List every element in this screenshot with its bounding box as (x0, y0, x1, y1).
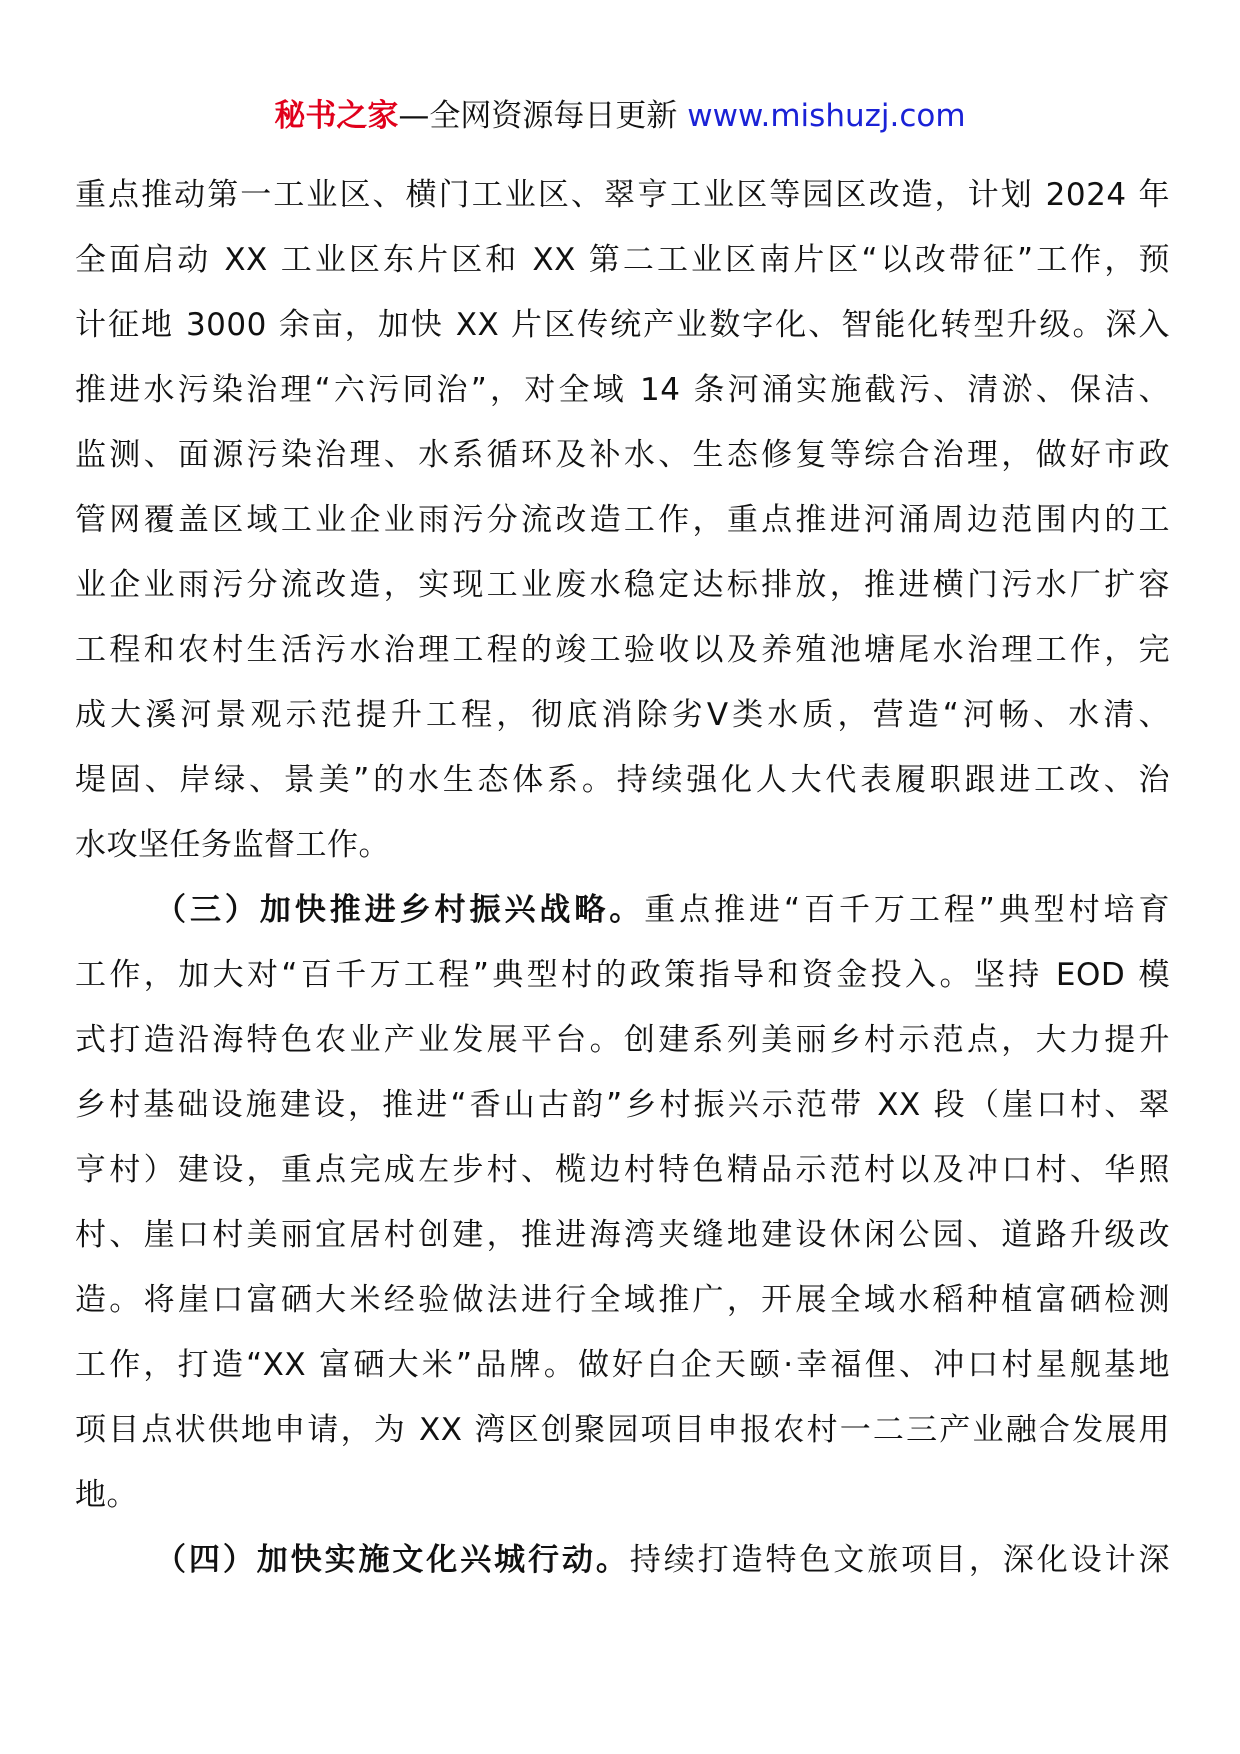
text-line: 推进水污染治理“六污同治”，对全域 14 条河涌实施截污、清淤、保洁、 (75, 372, 1170, 408)
document-body (75, 163, 1170, 1593)
section-four-heading: （四）加快实施文化兴城行动。 (155, 1542, 630, 1578)
section-three-lead: 重点推进“百千万工程”典型村培育 (644, 892, 1170, 928)
text-line: 式打造沿海特色农业产业发展平台。创建系列美丽乡村示范点，大力提升 (75, 1022, 1170, 1058)
header-tagline: —全网资源每日更新 (398, 98, 688, 134)
text-line: 项目点状供地申请，为 XX 湾区创聚园项目申报农村一二三产业融合发展用 (75, 1412, 1170, 1448)
text-line: 工程和农村生活污水治理工程的竣工验收以及养殖池塘尾水治理工作，完 (75, 632, 1170, 668)
page-header (0, 96, 1240, 136)
text-line: 工作，加大对“百千万工程”典型村的政策指导和资金投入。坚持 EOD 模 (75, 957, 1170, 993)
text-line: 乡村基础设施建设，推进“香山古韵”乡村振兴示范带 XX 段（崖口村、翠 (75, 1087, 1170, 1123)
text-line: 成大溪河景观示范提升工程，彻底消除劣Ⅴ类水质，营造“河畅、水清、 (75, 697, 1170, 733)
text-line: 监测、面源污染治理、水系循环及补水、生态修复等综合治理，做好市政 (75, 437, 1170, 473)
text-line: 重点推动第一工业区、横门工业区、翠亨工业区等园区改造，计划 2024 年 (75, 177, 1170, 213)
section-four-lead: 持续打造特色文旅项目，深化设计深 (629, 1542, 1171, 1578)
text-line: 全面启动 XX 工业区东片区和 XX 第二工业区南片区“以改带征”工作，预 (75, 242, 1170, 278)
text-line: 业企业雨污分流改造，实现工业废水稳定达标排放，推进横门污水厂扩容 (75, 567, 1170, 603)
brand-name: 秘书之家 (274, 98, 399, 134)
text-line: 村、崖口村美丽宜居村创建，推进海湾夹缝地建设休闲公园、道路升级改 (75, 1217, 1170, 1253)
section-three-first-line (75, 878, 1170, 943)
text-line: 地。 (75, 1477, 138, 1513)
section-three-heading: （三）加快推进乡村振兴战略。 (155, 892, 645, 928)
text-line: 亨村）建设，重点完成左步村、榄边村特色精品示范村以及冲口村、华照 (75, 1152, 1170, 1188)
text-line: 堤固、岸绿、景美”的水生态体系。持续强化人大代表履职跟进工改、治 (75, 762, 1170, 798)
text-line: 管网覆盖区域工业企业雨污分流改造工作，重点推进河涌周边范围内的工 (75, 502, 1170, 538)
text-line: 计征地 3000 余亩，加快 XX 片区传统产业数字化、智能化转型升级。深入 (75, 307, 1170, 343)
text-line: 造。将崖口富硒大米经验做法进行全域推广，开展全域水稻种植富硒检测 (75, 1282, 1170, 1318)
site-url-link[interactable]: www.mishuzj.com (687, 98, 966, 134)
text-line: 水攻坚任务监督工作。 (75, 827, 390, 863)
text-line: 工作，打造“XX 富硒大米”品牌。做好白企天颐·幸福俚、冲口村星舰基地 (75, 1347, 1170, 1383)
section-four-first-line (75, 1528, 1170, 1593)
